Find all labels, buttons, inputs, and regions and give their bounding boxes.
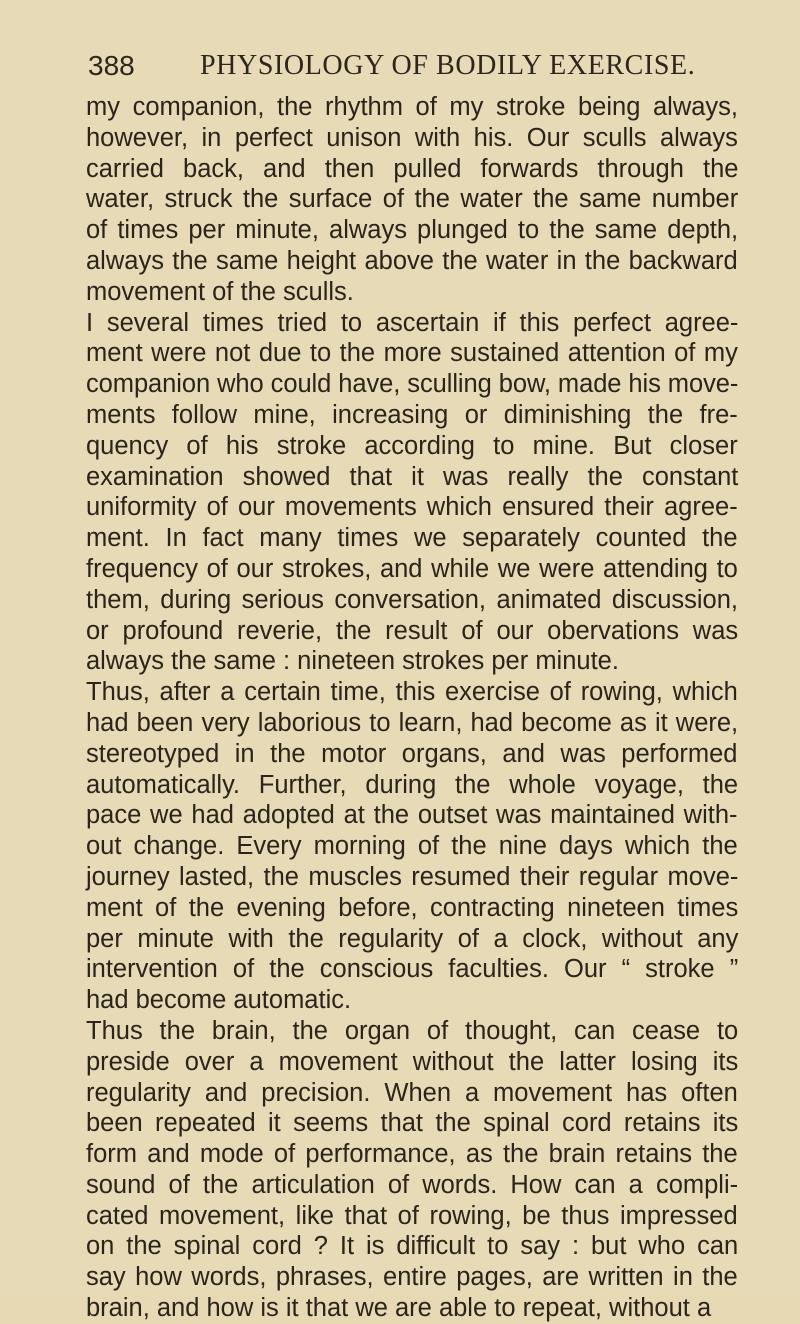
text-line: ment. In fact many times we separately counted the xyxy=(86,524,738,553)
text-line: frequency of our strokes, and while we were attending to xyxy=(86,554,738,583)
text-line: my companion, the rhythm of my stroke being always, xyxy=(86,93,739,121)
text-line: always the same height above the water in the backward xyxy=(86,246,738,275)
text-line: quency of his stroke according to mine. But closer xyxy=(86,431,738,460)
text-line: I several times tried to ascertain if this perfect agree- xyxy=(86,308,739,337)
text-line: Thus, after a certain time, this exercise of rowing, which xyxy=(86,678,738,707)
text-line: form and mode of performance, as the brain retains the xyxy=(86,1140,738,1169)
text-line: ment of the evening before, contracting nineteen times xyxy=(86,893,739,922)
running-header xyxy=(88,46,738,86)
text-line: ment were not due to the more sustained attention of my xyxy=(86,339,738,368)
text-line: automatically. Further, during the whole voyage, the xyxy=(86,770,739,799)
text-line: always the same : nineteen strokes per minute. xyxy=(86,647,619,676)
body-text xyxy=(86,92,738,1324)
text-line: companion who could have, sculling bow, made his move- xyxy=(86,370,739,399)
text-line: cated movement, like that of rowing, be thus impressed xyxy=(86,1201,738,1230)
text-line: examination showed that it was really the constant xyxy=(86,462,739,491)
text-line: Thus the brain, the organ of thought, can cease to xyxy=(86,1016,739,1045)
text-line: out change. Every morning of the nine days which the xyxy=(86,832,738,861)
text-line: them, during serious conversation, animated discussion, xyxy=(86,585,738,614)
text-line: pace we had adopted at the outset was maintained with- xyxy=(86,801,738,830)
text-line: however, in perfect unison with his. Our sculls always xyxy=(86,123,738,152)
page-number: 388 xyxy=(88,50,135,81)
text-line: say how words, phrases, entire pages, are written in the xyxy=(86,1263,738,1292)
text-line: carried back, and then pulled forwards through the xyxy=(86,154,739,183)
text-line: preside over a movement without the latter losing its xyxy=(86,1047,739,1076)
text-line: regularity and precision. When a movement has often xyxy=(86,1078,738,1107)
text-line: ments follow mine, increasing or diminishing the fre- xyxy=(86,400,738,429)
text-line: water, struck the surface of the water the same number xyxy=(86,185,739,214)
text-line: per minute with the regularity of a clock, without any xyxy=(86,924,739,953)
text-line: journey lasted, the muscles resumed their regular move- xyxy=(86,862,739,891)
text-line: brain, and how is it that we are able to repeat, without a xyxy=(86,1294,712,1323)
text-line: had become automatic. xyxy=(86,986,352,1015)
running-title: PHYSIOLOGY OF BODILY EXERCISE. xyxy=(200,50,696,81)
text-line: been repeated it seems that the spinal cord retains its xyxy=(86,1109,739,1138)
text-line: on the spinal cord ? It is difficult to say : but who can xyxy=(86,1232,739,1261)
text-line: stereotyped in the motor organs, and was performed xyxy=(86,739,738,768)
text-line: or profound reverie, the result of our obervations was xyxy=(86,616,739,645)
text-line: intervention of the conscious faculties. Our “ stroke ” xyxy=(86,955,739,984)
text-line: movement of the sculls. xyxy=(86,277,354,306)
text-line: had been very laborious to learn, had become as it were, xyxy=(86,708,739,737)
text-line: uniformity of our movements which ensured their agree- xyxy=(86,493,738,522)
text-line: sound of the articulation of words. How can a compli- xyxy=(86,1170,739,1199)
text-line: of times per minute, always plunged to the same depth, xyxy=(86,216,739,245)
